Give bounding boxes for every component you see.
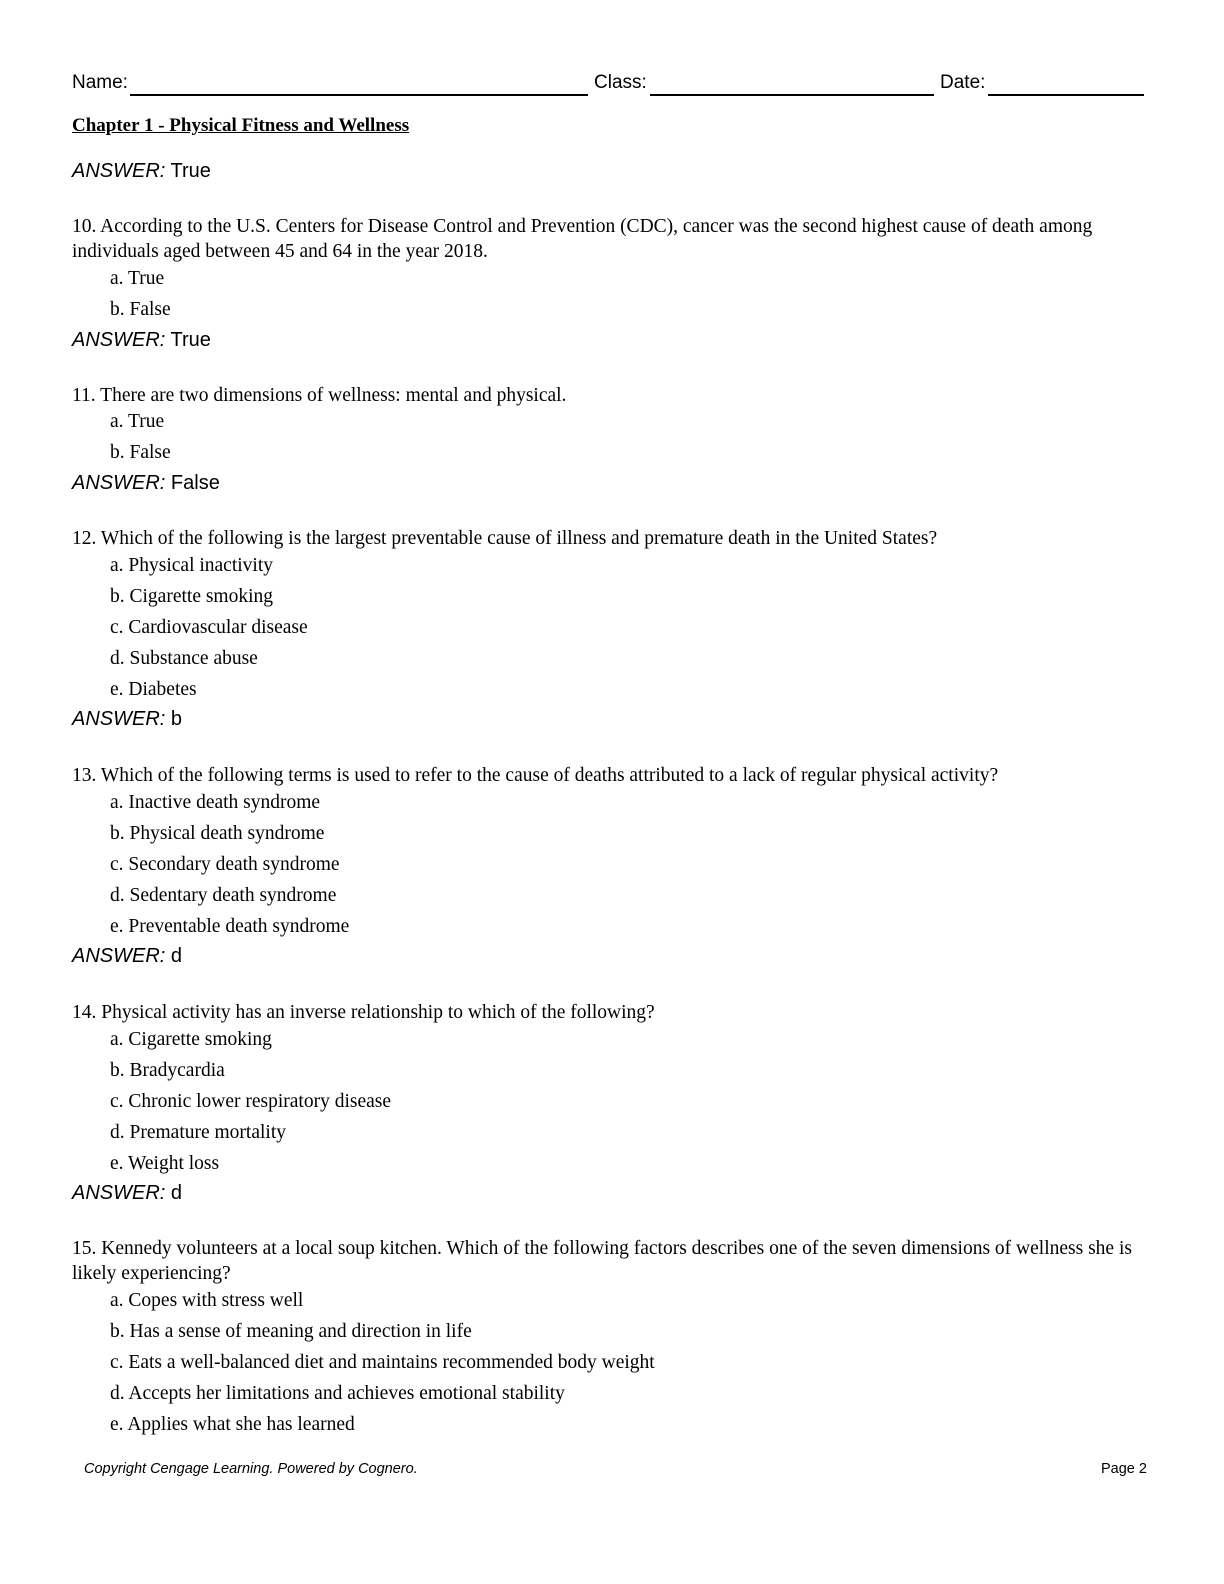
answer-line-10 [72,329,211,352]
option-12-b: b. Cigarette smoking [110,586,274,607]
option-14-c: c. Chronic lower respiratory disease [110,1091,392,1112]
answer-label: ANSWER: [72,708,166,730]
answer-line-11 [72,472,220,495]
answer-value: False [170,472,220,494]
answer-value: d [170,945,183,967]
option-15-e: e. Applies what she has learned [110,1414,355,1435]
option-14-e: e. Weight loss [110,1153,220,1174]
option-13-b: b. Physical death syndrome [110,823,325,844]
answer-line-12 [72,708,182,731]
worksheet-header [72,72,1144,98]
answer-label: ANSWER: [72,472,166,494]
option-10-b: b. False [110,299,171,320]
answer-value: b [170,708,183,730]
option-12-e: e. Diabetes [110,679,197,700]
option-13-d: d. Sedentary death syndrome [110,885,337,906]
answer-value: True [170,329,211,351]
name-label: Name: [72,72,128,93]
answer-label: ANSWER: [72,160,166,182]
name-field-line [130,94,588,96]
option-12-c: c. Cardiovascular disease [110,617,308,638]
question-14: 14. Physical activity has an inverse relationship to which of the following? [72,1002,655,1023]
option-10-a: a. True [110,268,165,289]
answer-value: d [170,1182,183,1204]
answer-label: ANSWER: [72,329,166,351]
answer-label: ANSWER: [72,1182,166,1204]
option-15-c: c. Eats a well-balanced diet and maintains recommended body weight [110,1352,655,1373]
option-14-a: a. Cigarette smoking [110,1029,272,1050]
option-15-a: a. Copes with stress well [110,1290,304,1311]
chapter-title: Chapter 1 - Physical Fitness and Wellness [72,115,410,136]
page-number: Page 2 [1101,1461,1147,1477]
question-12: 12. Which of the following is the largest preventable cause of illness and premature death in the United States? [72,528,938,549]
copyright-footer: Copyright Cengage Learning. Powered by Cognero. [84,1461,418,1477]
option-15-d: d. Accepts her limitations and achieves emotional stability [110,1383,565,1404]
option-11-a: a. True [110,411,165,432]
answer-line-13 [72,945,182,968]
option-12-d: d. Substance abuse [110,648,258,669]
class-label: Class: [594,72,647,93]
question-13: 13. Which of the following terms is used to refer to the cause of deaths attributed to a lack of regular physical activity? [72,765,999,786]
answer-line [72,160,211,183]
option-13-e: e. Preventable death syndrome [110,916,350,937]
option-13-a: a. Inactive death syndrome [110,792,321,813]
date-field-line [988,94,1144,96]
question-11: 11. There are two dimensions of wellness: mental and physical. [72,385,567,406]
option-13-c: c. Secondary death syndrome [110,854,340,875]
answer-value: True [170,160,211,182]
option-15-b: b. Has a sense of meaning and direction in life [110,1321,472,1342]
date-label: Date: [940,72,986,93]
class-field-line [650,94,934,96]
answer-line-14 [72,1182,182,1205]
option-12-a: a. Physical inactivity [110,555,274,576]
answer-label: ANSWER: [72,945,166,967]
option-14-b: b. Bradycardia [110,1060,225,1081]
option-11-b: b. False [110,442,171,463]
question-15: 15. Kennedy volunteers at a local soup kitchen. Which of the following factors describes one of the seven dimensions of wellness she is likely experiencing? [72,1238,1132,1284]
question-10: 10. According to the U.S. Centers for Disease Control and Prevention (CDC), cancer was the second highest cause of death among individuals aged between 45 and 64 in the year 2018. [72,216,1093,262]
option-14-d: d. Premature mortality [110,1122,286,1143]
